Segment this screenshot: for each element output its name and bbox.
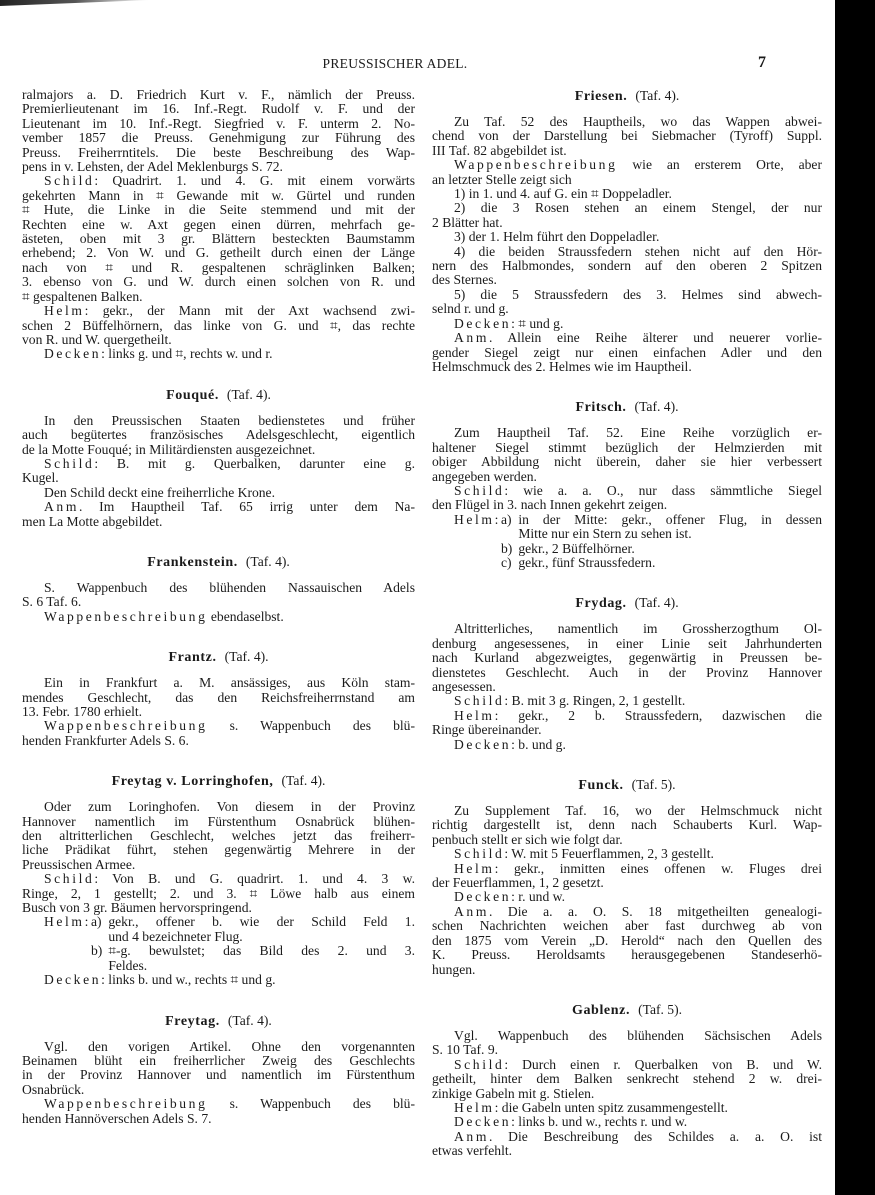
entry-heading [22, 554, 415, 570]
text-line [432, 1115, 822, 1129]
text-line: gender Siegel zeigt nur einen einfachen Adler und den [432, 344, 822, 360]
field-label: Decken [44, 346, 102, 362]
text-line: Busch von 3 gr. Bäumen hervorspringend. [22, 900, 252, 916]
text-line: schen 2 Büffelhörnern, das linke von G. und ⌗, das rechte [22, 317, 415, 333]
line-text: : wie a. a. O., nur dass sämmtliche Siegel [504, 482, 822, 498]
text-line: und 4 bezeichneter Flug. [108, 928, 243, 944]
line-text: . Die a. a. O. S. 18 mitgetheilten genealogi- [489, 903, 822, 919]
line-text: : b. und g. [511, 736, 566, 752]
list-marker: c) [500, 554, 512, 570]
paragraph [432, 288, 822, 317]
text-line: haltener Siegel stimmt bezüglich der Helmzierden mit [432, 439, 822, 455]
field-label: Decken [454, 315, 512, 331]
line-text: : links b. und w., rechts r. und w. [511, 1114, 688, 1130]
field-label: Wappenbeschreibung [44, 608, 208, 624]
field-helm [22, 304, 415, 347]
entry-name: Fouqué. [166, 387, 219, 403]
line-text: s. Wappenbuch des blü- [207, 718, 415, 734]
line-text: : links g. und ⌗, rechts w. und r. [101, 346, 273, 362]
text-line: Lieutenant im 10. Inf.-Regt. Siegfried v. F. unterm 2. No- [22, 115, 415, 131]
paragraph [432, 804, 822, 847]
text-line: III Taf. 82 abgebildet ist. [432, 142, 567, 158]
text-line: obiger Abbildung nicht überein, daher sie hier verbessert [432, 454, 822, 470]
text-line: nach Kurland abgezweigtes, gegenwärtig in Preussen be- [432, 650, 822, 666]
text-line [432, 1058, 822, 1072]
plate-reference: (Taf. 4). [227, 1012, 272, 1028]
field-label: Schild [44, 455, 95, 471]
line-text: : gekr., der Mann mit der Axt wachsend zwi- [84, 303, 415, 319]
text-line: 3. ebenso von G. und W. durch einen solchen von R. und [22, 274, 415, 290]
text-line [22, 719, 415, 733]
field-wappenbeschreibung [22, 719, 415, 748]
plate-reference: (Taf. 4). [634, 399, 679, 415]
text-line: henden Hannöverschen Adels S. 7. [22, 1110, 212, 1126]
field-schild [432, 694, 822, 708]
entry-heading [432, 88, 822, 104]
line-text: . Allein eine Reihe älterer und neuerer vorlie- [489, 330, 822, 346]
page-number: 7 [758, 54, 766, 71]
field-label: Helm [44, 303, 85, 319]
line-text: : Von B. und G. quadrirt. 1. und 4. 3 w. [94, 871, 415, 887]
text-line: auch begütertes französisches Adelsgeschlecht, eigentlich [22, 427, 415, 443]
entry-heading [432, 777, 822, 793]
field-label: Helm [454, 860, 495, 876]
field-label: Schild [454, 482, 505, 498]
text-line: pens in v. Lehsten, der Adel Meklenburgs S. 72. [22, 159, 283, 175]
text-line: de la Motte Fouqué; in Militärdiensten ausgezeichnet. [22, 441, 316, 457]
text-line: Vgl. Wappenbuch des blühenden Sächsischen Adels [454, 1027, 822, 1043]
field-label: Schild [454, 1056, 505, 1072]
paragraph [432, 245, 822, 288]
field-wappenbeschreibung [22, 1097, 415, 1126]
text-line [432, 331, 822, 345]
text-line: 5) die 5 Straussfedern des 3. Helmes sind abwech- [454, 286, 822, 302]
text-line [432, 905, 822, 919]
text-line: Feldes. [108, 957, 148, 973]
text-line [432, 1130, 822, 1144]
field-label: Helm: [44, 914, 91, 930]
text-line: Ein in Frankfurt a. M. ansässiges, aus Köln stam- [44, 675, 415, 691]
field-label: Anm [454, 330, 489, 346]
text-line: den Flügel in 3. nach Innen gekehrt zeigen. [432, 497, 668, 513]
text-line: Osnabrück. [22, 1081, 85, 1097]
text-line: nern des Halbmondes, sondern auf den oberen 2 Spitzen [432, 258, 822, 274]
text-line: 2) die 3 Rosen stehen an einem Stengel, der nur [454, 200, 822, 216]
line-text: : r. und w. [511, 889, 565, 905]
paragraph [432, 201, 822, 230]
text-line: gekehrten Mann in ⌗ Gewande mit w. Gürtel und runden [22, 187, 415, 203]
text-line [432, 890, 822, 904]
paragraph [432, 115, 822, 158]
list-marker: a) [90, 914, 102, 930]
text-line: Preussischen Armee. [22, 856, 136, 872]
text-line: Rechten eine w. Axt gegen einen dürren, mehrfach ge- [22, 216, 415, 232]
field-label: Anm [44, 499, 79, 515]
text-line: Zu Supplement Taf. 16, wo der Helmschmuck nicht [454, 803, 822, 819]
text-line: vember 1857 die Preuss. Genehmigung zur Führung des [22, 130, 415, 146]
line-text: : links b. und w., rechts ⌗ und g. [101, 972, 276, 988]
field-label: Wappenbeschreibung [454, 157, 618, 173]
entry-name: Friesen. [574, 89, 628, 104]
text-line [432, 709, 822, 723]
field-wappenbeschreibung [432, 158, 822, 187]
entry-heading [432, 595, 822, 611]
field-label: Helm [454, 1099, 495, 1115]
field-helm [432, 1101, 822, 1115]
text-line: Ringe, 2, 1 gestellt; 2. und 3. ⌗ Löwe halb aus einem [22, 885, 415, 901]
entry-heading [22, 387, 415, 403]
text-line: Vgl. den vorigen Artikel. Ohne den vorgenannten [44, 1038, 415, 1054]
list-item-text [518, 542, 822, 556]
text-line: in der Provinz Hannover und namentlich im Fürstenthum [22, 1067, 415, 1083]
text-line: getheilt, hinter dem Balken senkrecht stehend 2 w. drei- [432, 1071, 822, 1087]
field-decken [432, 890, 822, 904]
line-text: : W. mit 5 Feuerflammen, 2, 3 gestellt. [504, 846, 714, 862]
text-line: ⌗ Hute, die Linke in die Seite stemmend und mit der [22, 202, 415, 218]
field-schild [22, 174, 415, 304]
field-schild [22, 872, 415, 915]
text-line: schen Nachrichten weichen aber fast durchweg ab von [432, 918, 822, 934]
field-anm [432, 905, 822, 977]
field-decken [432, 738, 822, 752]
entry-heading [22, 649, 415, 665]
text-line [432, 738, 822, 752]
field-decken [432, 317, 822, 331]
line-text: : ⌗ und g. [511, 315, 564, 331]
paragraph [22, 414, 415, 457]
helm-list [22, 915, 415, 973]
paragraph [432, 1029, 822, 1058]
text-line: men La Motte abgebildet. [22, 513, 163, 529]
field-label: Helm: [454, 511, 501, 527]
line-text: : gekr., inmitten eines offenen w. Fluges drei [494, 860, 822, 876]
text-line: zinkige Gabeln mit g. Stielen. [432, 1085, 595, 1101]
text-line [22, 457, 415, 471]
text-line: S. Wappenbuch des blühenden Nassauischen Adels [44, 579, 415, 595]
entry-heading [22, 1013, 415, 1029]
text-line [22, 500, 415, 514]
line-text: wie an ersterem Orte, aber [617, 157, 822, 173]
plate-reference: (Taf. 5). [638, 1001, 683, 1017]
text-line: Preuss. Freiherrntitels. Die beste Beschreibung des Wap- [22, 144, 415, 160]
plate-reference: (Taf. 4). [281, 773, 326, 789]
text-line: chend von der Darstellung bei Siebmacher (Tyroff) Suppl. [432, 128, 822, 144]
text-line [432, 694, 822, 708]
field-decken [432, 1115, 822, 1129]
text-line: richtig dargestellt ist, denn nach Schauberts Kurl. Wap- [432, 817, 822, 833]
field-anm [22, 500, 415, 529]
text-line: K. Preuss. Heroldsamts herausgegebenen Standeserhö- [432, 947, 822, 963]
text-line: selnd r. und g. [432, 301, 509, 317]
text-line: Zum Hauptheil Taf. 52. Eine Reihe vorzüglich er- [454, 425, 822, 441]
entry-name: Fritsch. [575, 400, 627, 416]
entry-heading [432, 1002, 822, 1018]
paragraph [432, 230, 822, 244]
paragraph [432, 622, 822, 694]
list-marker: a) [500, 511, 512, 527]
field-label: Wappenbeschreibung [44, 1096, 208, 1112]
text-line [22, 610, 415, 624]
text-line: Ringe übereinander. [432, 722, 542, 738]
text-line: etwas verfehlt. [432, 1143, 513, 1159]
text-line [22, 1097, 415, 1111]
field-decken [22, 973, 415, 987]
field-label: Wappenbeschreibung [44, 718, 208, 734]
field-schild [432, 847, 822, 861]
running-head: PREUSSISCHER ADEL. [322, 56, 468, 71]
text-line: den 1875 vom Verein „D. Herold“ nach den Quellen des [432, 932, 822, 948]
text-line: 2 Blätter hat. [432, 214, 503, 230]
plate-reference: (Taf. 5). [631, 777, 676, 793]
text-line [22, 304, 415, 318]
field-label: Anm [454, 903, 489, 919]
field-label: Decken [454, 889, 512, 905]
entry-name: Gablenz. [571, 1002, 631, 1018]
text-line [22, 347, 415, 361]
paragraph [22, 1040, 415, 1098]
text-line: ⌗ gespaltenen Balken. [22, 288, 143, 304]
paragraph [22, 88, 415, 174]
paragraph [432, 426, 822, 484]
plate-reference: (Taf. 4). [245, 553, 290, 569]
text-line: angegeben werden. [432, 468, 537, 484]
text-line [22, 872, 415, 886]
field-label: Decken [454, 736, 512, 752]
text-line: nach von ⌗ und R. gespaltenen schräglinken Balken; [22, 259, 415, 275]
text-line [432, 158, 822, 172]
text-line: der Feuerflammen, 1, 2 gesetzt. [432, 875, 604, 891]
text-line: Altritterliches, namentlich im Grossherzogthum Ol- [454, 621, 822, 637]
field-schild [432, 1058, 822, 1101]
field-decken [22, 347, 415, 361]
text-line: des Sternes. [432, 272, 497, 288]
text-line: denburg angesessenes, in einer Linie seit Jahrhunderten [432, 635, 822, 651]
plate-reference: (Taf. 4). [634, 595, 679, 611]
text-line: 3) der 1. Helm führt den Doppeladler. [454, 229, 660, 245]
text-line: dienstetes Geschlecht. Auch in der Provinz Hannover [432, 664, 822, 680]
text-line: penbuch stellt er sich wie folgt dar. [432, 831, 623, 847]
text-line: angesessen. [432, 679, 496, 694]
field-label: Decken [44, 972, 102, 988]
entry-heading [22, 773, 415, 789]
text-line: 1) in 1. und 4. auf G. ein ⌗ Doppeladler. [454, 186, 672, 202]
line-text: . Im Hauptheil Taf. 65 irrig unter dem Na- [79, 499, 415, 515]
text-line: gekr., 2 Büffelhörner. [518, 540, 635, 556]
text-line: Oder zum Loringhofen. Von diesem in der Provinz [44, 799, 415, 815]
text-line [432, 1101, 822, 1115]
text-line: S. 6 Taf. 6. [22, 594, 82, 610]
text-line: Helmschmuck des 2. Helmes wie im Hauptheil. [432, 358, 692, 374]
text-line: In den Preussischen Staaten bedienstetes und früher [44, 412, 415, 428]
list-item-text [518, 513, 822, 542]
text-line: ästeten, oben mit 3 gr. Blättern besteckten Baumstamm [22, 231, 415, 247]
list-item-text [108, 944, 415, 973]
helm-list [432, 513, 822, 571]
field-label: Schild [454, 846, 505, 862]
text-line [22, 174, 415, 188]
scan-corner-shadow [0, 0, 150, 6]
text-line: mendes Geschlecht, das den Reichsfreiherrnstand am [22, 689, 415, 705]
entry-name: Frydag. [575, 596, 627, 612]
text-line: Mitte nur ein Stern zu sehen ist. [518, 526, 692, 542]
text-line: von R. und W. quergetheilt. [22, 331, 172, 347]
text-line: ⌗-g. bewulstet; das Bild des 2. und 3. [108, 943, 415, 959]
text-line [432, 862, 822, 876]
field-anm [432, 331, 822, 374]
text-line [432, 847, 822, 861]
field-wappenbeschreibung [22, 610, 415, 624]
line-text: . Die Beschreibung des Schildes a. a. O. ist [489, 1128, 822, 1144]
text-line: erhebend; 2. Von W. und G. getheilt durch einen der Länge [22, 245, 415, 261]
scan-edge [835, 0, 875, 1195]
text-line: 13. Febr. 1780 erhielt. [22, 704, 143, 719]
text-line: Zu Taf. 52 des Hauptheils, wo das Wappen abwei- [454, 114, 822, 129]
line-text: : B. mit 3 g. Ringen, 2, 1 gestellt. [504, 693, 686, 709]
field-label: Schild [44, 871, 95, 887]
text-line: ralmajors a. D. Friedrich Kurt v. F., nämlich der Preuss. [22, 87, 415, 102]
field-label: Helm [454, 707, 495, 723]
field-helm [432, 862, 822, 891]
text-line: gekr., fünf Straussfedern. [518, 554, 656, 570]
entry-name: Freytag v. Lorringhofen, [111, 774, 274, 790]
field-schild [22, 457, 415, 486]
entry-name: Frantz. [168, 650, 217, 666]
paragraph [22, 581, 415, 610]
line-text: : Quadrirt. 1. und 4. G. mit einem vorwärts [94, 173, 415, 189]
field-label: Schild [454, 693, 505, 709]
line-text: : die Gabeln unten spitz zusammengestellt. [494, 1099, 728, 1115]
list-item-text [518, 556, 822, 570]
text-line: Premierlieutenant im 16. Inf.-Regt. Rudolf v. F. und der [22, 101, 415, 117]
paragraph [22, 486, 415, 500]
plate-reference: (Taf. 4). [635, 88, 680, 103]
text-line: S. 10 Taf. 9. [432, 1042, 499, 1058]
text-line: Kugel. [22, 470, 59, 486]
text-line: den altritterlichen Geschlecht, welches jetzt das freiherr- [22, 828, 415, 844]
field-label: Decken [454, 1114, 512, 1130]
field-anm [432, 1130, 822, 1159]
line-text: : gekr., 2 b. Straussfedern, dazwischen die [494, 707, 822, 723]
paragraph [432, 187, 822, 201]
list-item-text [108, 915, 415, 944]
text-line [432, 484, 822, 498]
text-line: an letzter Stelle zeigt sich [432, 171, 572, 187]
line-text: ebendaselbst. [207, 608, 284, 624]
text-line: Hannover namentlich im Fürstenthum Osnabrück blühen- [22, 813, 415, 829]
paragraph [22, 676, 415, 719]
list-marker: b) [90, 943, 103, 959]
text-line: henden Frankfurter Adels S. 6. [22, 732, 189, 748]
entry-name: Freytag. [165, 1013, 220, 1029]
text-line: gekr., offener b. wie der Schild Feld 1. [108, 914, 415, 930]
left-column [22, 88, 415, 1126]
text-line: hungen. [432, 961, 476, 977]
text-line: Beinamen blüht ein freiherrlicher Zweig des Geschlechts [22, 1052, 415, 1068]
text-line: Den Schild deckt eine freiherrliche Krone. [44, 484, 275, 500]
text-line: 4) die beiden Straussfedern stehen nicht auf den Hör- [454, 243, 822, 259]
paragraph [22, 800, 415, 872]
entry-name: Frankenstein. [147, 554, 238, 570]
plate-reference: (Taf. 4). [224, 649, 269, 665]
field-label: Anm [454, 1128, 489, 1144]
plate-reference: (Taf. 4). [226, 386, 271, 402]
entry-heading [432, 399, 822, 415]
list-marker: b) [500, 540, 513, 556]
field-label: Schild [44, 173, 95, 189]
text-line: in der Mitte: gekr., offener Flug, in dessen [518, 511, 822, 527]
right-column [432, 88, 822, 1159]
line-text: : Durch einen r. Querbalken von B. und W. [504, 1056, 822, 1072]
text-line [432, 317, 822, 331]
line-text: s. Wappenbuch des blü- [207, 1096, 415, 1112]
text-line: liche Prädikat führt, stehen gegenwärtig Mehrere in der [22, 842, 415, 858]
text-line [22, 973, 415, 987]
field-helm [432, 709, 822, 738]
entry-name: Funck. [578, 778, 624, 794]
line-text: : B. mit g. Querbalken, darunter eine g. [94, 455, 415, 471]
field-schild [432, 484, 822, 513]
